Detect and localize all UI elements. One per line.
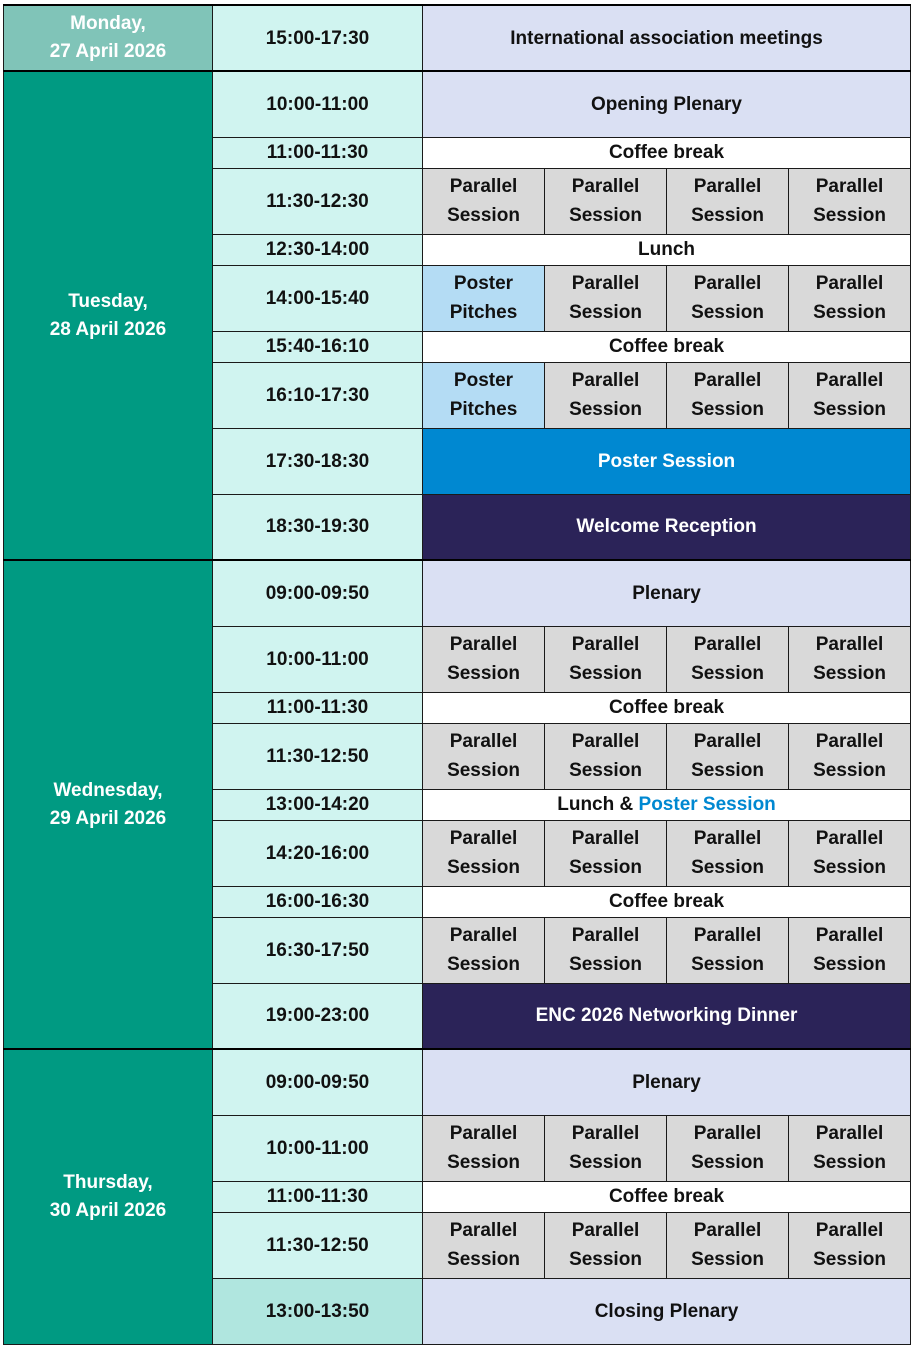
session-line-2: Session <box>813 760 886 781</box>
break-event <box>423 789 911 820</box>
parallel-session-cell <box>789 917 911 983</box>
session-line-2: Session <box>569 954 642 975</box>
day-label <box>4 1049 213 1344</box>
parallel-session-cell <box>423 626 545 692</box>
session-line-1: Parallel <box>571 925 640 946</box>
session-line-1: Parallel <box>449 1123 518 1144</box>
session-line-1: Parallel <box>815 731 884 752</box>
session-line-2: Session <box>569 205 642 226</box>
session-line-1: Parallel <box>693 925 762 946</box>
parallel-session-cell <box>423 723 545 789</box>
time-slot: 11:30-12:50 <box>213 723 423 789</box>
event-label: Lunch <box>638 239 696 260</box>
parallel-session-cell <box>545 168 667 234</box>
event-label: Coffee break <box>608 142 725 163</box>
time-slot: 11:00-11:30 <box>213 1181 423 1212</box>
session-line-2: Session <box>569 399 642 420</box>
day-label <box>4 560 213 1049</box>
session-line-2: Session <box>447 954 520 975</box>
session-line-1: Parallel <box>571 1123 640 1144</box>
parallel-session-cell <box>545 1212 667 1278</box>
day-label <box>4 71 213 560</box>
session-line-2: Session <box>447 205 520 226</box>
session-line-1: Parallel <box>693 1220 762 1241</box>
parallel-session-cell <box>545 723 667 789</box>
session-line-1: Poster <box>453 370 514 391</box>
parallel-session-cell <box>423 168 545 234</box>
session-line-2: Session <box>813 205 886 226</box>
session-line-1: Parallel <box>571 828 640 849</box>
schedule-row <box>4 71 911 137</box>
session-line-2: Session <box>691 302 764 323</box>
plenary-event <box>423 560 911 626</box>
conference-schedule-table <box>3 4 911 1345</box>
time-slot: 11:30-12:50 <box>213 1212 423 1278</box>
parallel-session-cell <box>545 265 667 331</box>
day-date: 30 April 2026 <box>49 1199 167 1221</box>
evening-event <box>423 983 911 1049</box>
plenary-event <box>423 71 911 137</box>
session-line-2: Session <box>569 760 642 781</box>
time-slot: 14:20-16:00 <box>213 820 423 886</box>
day-date: 27 April 2026 <box>49 41 167 62</box>
plenary-event <box>423 1049 911 1115</box>
parallel-session-cell <box>423 820 545 886</box>
parallel-session-cell <box>545 362 667 428</box>
session-line-1: Parallel <box>571 273 640 294</box>
poster-session-highlight: Poster Session <box>638 794 776 815</box>
session-line-2: Session <box>691 1152 764 1173</box>
break-event <box>423 1181 911 1212</box>
session-line-2: Session <box>691 205 764 226</box>
parallel-session-cell <box>789 1115 911 1181</box>
break-event <box>423 137 911 168</box>
session-line-2: Session <box>447 1152 520 1173</box>
session-line-1: Parallel <box>571 370 640 391</box>
schedule-row <box>4 1049 911 1115</box>
schedule-row <box>4 5 911 71</box>
session-line-1: Parallel <box>693 634 762 655</box>
time-slot: 10:00-11:00 <box>213 626 423 692</box>
parallel-session-cell <box>667 820 789 886</box>
poster-event <box>423 428 911 494</box>
parallel-session-cell <box>789 626 911 692</box>
poster-pitches-cell <box>423 362 545 428</box>
session-line-2: Session <box>813 857 886 878</box>
session-line-2: Pitches <box>449 399 518 420</box>
session-line-1: Parallel <box>815 925 884 946</box>
parallel-session-cell <box>545 1115 667 1181</box>
session-line-2: Session <box>813 399 886 420</box>
parallel-session-cell <box>789 168 911 234</box>
session-line-2: Session <box>691 857 764 878</box>
day-weekday: Wednesday, <box>53 779 163 801</box>
session-line-1: Poster <box>453 273 514 294</box>
event-label: Coffee break <box>608 1186 725 1207</box>
event-label: Coffee break <box>608 697 725 718</box>
time-slot: 12:30-14:00 <box>213 234 423 265</box>
parallel-session-cell <box>789 820 911 886</box>
session-line-1: Parallel <box>693 370 762 391</box>
plenary-event <box>423 5 911 71</box>
session-line-1: Parallel <box>815 370 884 391</box>
session-line-2: Session <box>569 1152 642 1173</box>
session-line-1: Parallel <box>693 731 762 752</box>
parallel-session-cell <box>423 917 545 983</box>
day-label <box>4 5 213 71</box>
session-line-2: Session <box>569 1249 642 1270</box>
parallel-session-cell <box>789 1212 911 1278</box>
session-line-1: Parallel <box>449 176 518 197</box>
parallel-session-cell <box>667 1212 789 1278</box>
session-line-2: Session <box>813 302 886 323</box>
parallel-session-cell <box>545 820 667 886</box>
session-line-2: Session <box>447 760 520 781</box>
time-slot: 09:00-09:50 <box>213 560 423 626</box>
session-line-2: Session <box>691 399 764 420</box>
event-label: Lunch & <box>557 794 639 815</box>
day-weekday: Tuesday, <box>68 290 148 312</box>
session-line-2: Pitches <box>449 302 518 323</box>
event-label: Coffee break <box>608 336 725 357</box>
plenary-event <box>423 1278 911 1344</box>
event-label: ENC 2026 Networking Dinner <box>535 1005 798 1027</box>
parallel-session-cell <box>667 626 789 692</box>
event-label: Plenary <box>632 1071 701 1093</box>
session-line-1: Parallel <box>693 828 762 849</box>
time-slot: 10:00-11:00 <box>213 1115 423 1181</box>
parallel-session-cell <box>789 723 911 789</box>
time-slot: 09:00-09:50 <box>213 1049 423 1115</box>
time-slot: 11:00-11:30 <box>213 692 423 723</box>
break-event <box>423 331 911 362</box>
session-line-2: Session <box>447 857 520 878</box>
parallel-session-cell <box>667 723 789 789</box>
day-date: 29 April 2026 <box>49 807 167 829</box>
session-line-1: Parallel <box>693 273 762 294</box>
time-slot: 14:00-15:40 <box>213 265 423 331</box>
parallel-session-cell <box>423 1115 545 1181</box>
break-event <box>423 692 911 723</box>
session-line-2: Session <box>813 1249 886 1270</box>
session-line-2: Session <box>447 1249 520 1270</box>
session-line-2: Session <box>813 1152 886 1173</box>
event-label: Coffee break <box>608 891 725 912</box>
event-label: International association meetings <box>510 27 823 49</box>
parallel-session-cell <box>545 626 667 692</box>
parallel-session-cell <box>789 265 911 331</box>
time-slot: 11:00-11:30 <box>213 137 423 168</box>
session-line-1: Parallel <box>571 731 640 752</box>
parallel-session-cell <box>667 168 789 234</box>
break-event <box>423 234 911 265</box>
time-slot: 16:30-17:50 <box>213 917 423 983</box>
time-slot: 16:10-17:30 <box>213 362 423 428</box>
parallel-session-cell <box>667 917 789 983</box>
time-slot: 19:00-23:00 <box>213 983 423 1049</box>
time-slot: 13:00-14:20 <box>213 789 423 820</box>
session-line-1: Parallel <box>571 634 640 655</box>
schedule-row <box>4 560 911 626</box>
time-slot: 15:00-17:30 <box>213 5 423 71</box>
event-label: Closing Plenary <box>594 1300 739 1322</box>
session-line-2: Session <box>813 663 886 684</box>
session-line-1: Parallel <box>449 634 518 655</box>
time-slot: 13:00-13:50 <box>213 1278 423 1344</box>
session-line-1: Parallel <box>571 1220 640 1241</box>
evening-event <box>423 494 911 560</box>
session-line-1: Parallel <box>815 1123 884 1144</box>
session-line-2: Session <box>691 1249 764 1270</box>
break-event <box>423 886 911 917</box>
day-date: 28 April 2026 <box>49 318 167 340</box>
session-line-1: Parallel <box>693 176 762 197</box>
session-line-1: Parallel <box>815 828 884 849</box>
parallel-session-cell <box>423 1212 545 1278</box>
time-slot: 17:30-18:30 <box>213 428 423 494</box>
event-label: Plenary <box>632 582 701 604</box>
session-line-2: Session <box>569 302 642 323</box>
parallel-session-cell <box>545 917 667 983</box>
parallel-session-cell <box>667 265 789 331</box>
session-line-2: Session <box>813 954 886 975</box>
session-line-1: Parallel <box>693 1123 762 1144</box>
event-label: Poster Session <box>597 450 736 472</box>
session-line-1: Parallel <box>449 925 518 946</box>
time-slot: 18:30-19:30 <box>213 494 423 560</box>
time-slot: 11:30-12:30 <box>213 168 423 234</box>
session-line-1: Parallel <box>449 1220 518 1241</box>
time-slot: 15:40-16:10 <box>213 331 423 362</box>
session-line-2: Session <box>691 954 764 975</box>
session-line-2: Session <box>569 857 642 878</box>
session-line-1: Parallel <box>815 1220 884 1241</box>
time-slot: 10:00-11:00 <box>213 71 423 137</box>
session-line-1: Parallel <box>815 634 884 655</box>
parallel-session-cell <box>789 362 911 428</box>
session-line-1: Parallel <box>449 828 518 849</box>
session-line-1: Parallel <box>815 176 884 197</box>
event-label: Welcome Reception <box>576 516 757 538</box>
poster-pitches-cell <box>423 265 545 331</box>
day-weekday: Thursday, <box>63 1171 153 1193</box>
session-line-2: Session <box>447 663 520 684</box>
parallel-session-cell <box>667 1115 789 1181</box>
event-label: Opening Plenary <box>591 93 742 115</box>
session-line-1: Parallel <box>815 273 884 294</box>
session-line-1: Parallel <box>449 731 518 752</box>
session-line-2: Session <box>691 663 764 684</box>
session-line-2: Session <box>569 663 642 684</box>
session-line-2: Session <box>691 760 764 781</box>
day-weekday: Monday, <box>70 13 146 34</box>
time-slot: 16:00-16:30 <box>213 886 423 917</box>
session-line-1: Parallel <box>571 176 640 197</box>
parallel-session-cell <box>667 362 789 428</box>
